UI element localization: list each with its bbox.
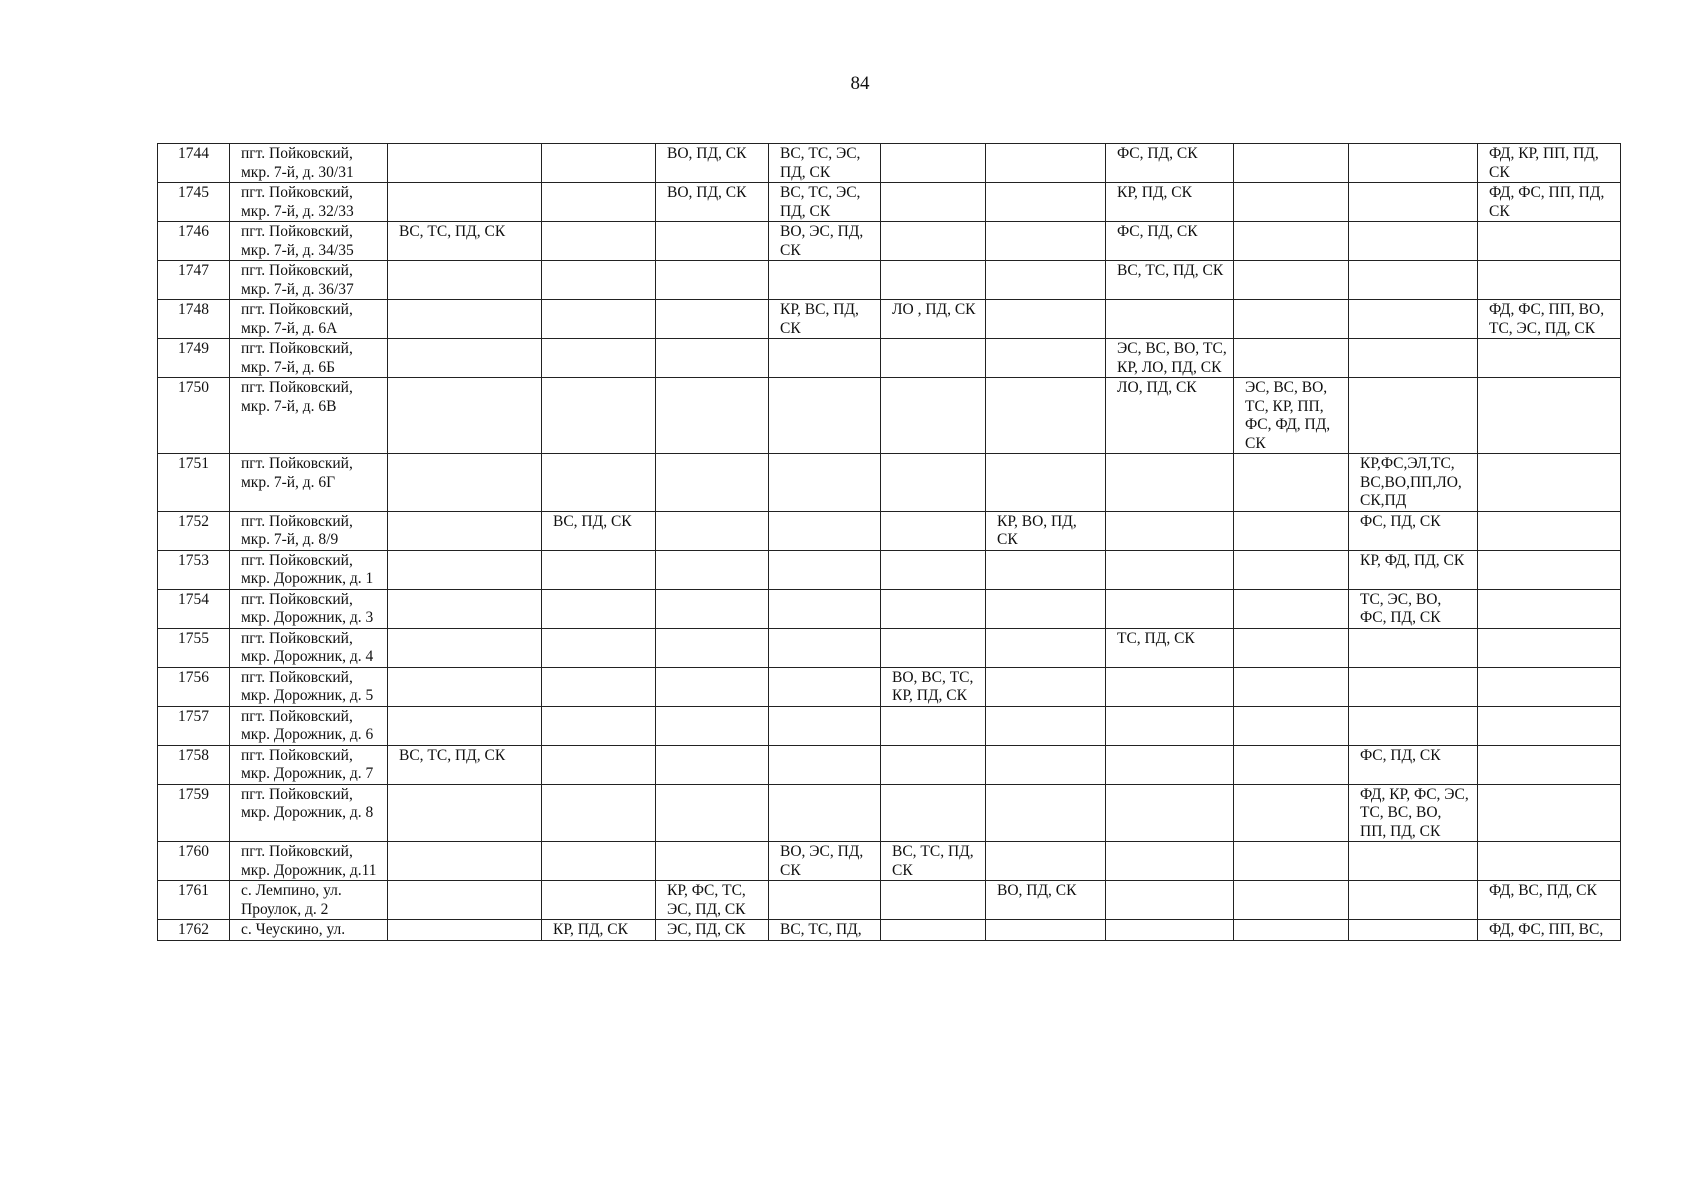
works-cell xyxy=(1349,339,1478,378)
works-cell xyxy=(881,628,986,667)
works-cell xyxy=(881,920,986,941)
row-number-cell: 1761 xyxy=(158,881,230,920)
table-row xyxy=(158,881,1621,920)
works-cell xyxy=(1106,920,1234,941)
works-cell xyxy=(1349,144,1478,183)
works-cell xyxy=(1106,511,1234,550)
works-cell xyxy=(656,261,769,300)
works-cell: ЭС, ВС, ВО, ТС, КР, ЛО, ПД, СК xyxy=(1106,339,1234,378)
works-cell xyxy=(656,667,769,706)
works-cell xyxy=(1106,589,1234,628)
works-cell: ЛО, ПД, СК xyxy=(1106,378,1234,454)
works-cell xyxy=(769,784,881,842)
works-cell: КР, ПД, СК xyxy=(542,920,656,941)
row-number-cell: 1744 xyxy=(158,144,230,183)
works-cell: ФС, ПД, СК xyxy=(1106,222,1234,261)
works-cell xyxy=(656,511,769,550)
address-cell: пгт. Пойковский, мкр. Дорожник, д. 6 xyxy=(230,706,388,745)
works-cell xyxy=(1349,261,1478,300)
works-cell xyxy=(542,550,656,589)
works-cell xyxy=(881,144,986,183)
works-cell xyxy=(986,920,1106,941)
works-cell xyxy=(1349,378,1478,454)
works-cell: ФС, ПД, СК xyxy=(1349,745,1478,784)
works-cell xyxy=(388,842,542,881)
works-cell xyxy=(1234,706,1349,745)
works-cell xyxy=(656,550,769,589)
works-cell xyxy=(881,589,986,628)
works-cell xyxy=(388,261,542,300)
works-cell xyxy=(1234,920,1349,941)
works-cell xyxy=(1234,454,1349,512)
works-cell: КР, ВС, ПД, СК xyxy=(769,300,881,339)
works-cell xyxy=(1478,589,1621,628)
works-cell xyxy=(656,300,769,339)
address-cell: пгт. Пойковский, мкр. 7-й, д. 6Г xyxy=(230,454,388,512)
works-cell xyxy=(881,183,986,222)
works-cell xyxy=(388,667,542,706)
works-cell xyxy=(1234,511,1349,550)
works-cell xyxy=(388,339,542,378)
works-cell xyxy=(1349,842,1478,881)
works-cell xyxy=(1349,920,1478,941)
works-cell xyxy=(986,784,1106,842)
works-cell xyxy=(1234,300,1349,339)
works-cell xyxy=(388,628,542,667)
works-cell xyxy=(881,378,986,454)
works-cell xyxy=(656,784,769,842)
row-number-cell: 1755 xyxy=(158,628,230,667)
works-cell xyxy=(1106,881,1234,920)
works-cell xyxy=(1234,745,1349,784)
works-cell xyxy=(388,550,542,589)
works-cell: ЭС, ВС, ВО, ТС, КР, ПП, ФС, ФД, ПД, СК xyxy=(1234,378,1349,454)
works-cell: КР, ПД, СК xyxy=(1106,183,1234,222)
works-cell xyxy=(1478,628,1621,667)
works-cell xyxy=(1234,784,1349,842)
works-cell xyxy=(986,222,1106,261)
works-cell xyxy=(769,706,881,745)
works-cell: ТС, ЭС, ВО, ФС, ПД, СК xyxy=(1349,589,1478,628)
works-cell xyxy=(881,511,986,550)
address-cell: пгт. Пойковский, мкр. Дорожник, д. 7 xyxy=(230,745,388,784)
works-cell xyxy=(542,300,656,339)
works-cell xyxy=(986,628,1106,667)
works-cell xyxy=(542,745,656,784)
works-cell xyxy=(881,222,986,261)
works-cell xyxy=(1234,881,1349,920)
works-cell xyxy=(1106,667,1234,706)
works-cell: ВС, ТС, ПД, СК xyxy=(388,745,542,784)
works-cell xyxy=(769,454,881,512)
works-cell xyxy=(542,784,656,842)
table-row xyxy=(158,628,1621,667)
address-cell: пгт. Пойковский, мкр. 7-й, д. 36/37 xyxy=(230,261,388,300)
row-number-cell: 1757 xyxy=(158,706,230,745)
row-number-cell: 1756 xyxy=(158,667,230,706)
works-cell xyxy=(656,378,769,454)
works-cell: ВС, ПД, СК xyxy=(542,511,656,550)
works-cell xyxy=(986,842,1106,881)
works-cell xyxy=(881,550,986,589)
address-cell: с. Лемпино, ул. Проулок, д. 2 xyxy=(230,881,388,920)
works-cell xyxy=(986,300,1106,339)
works-cell xyxy=(1234,183,1349,222)
works-cell xyxy=(1478,842,1621,881)
works-cell xyxy=(388,511,542,550)
works-cell xyxy=(1234,144,1349,183)
table-row xyxy=(158,706,1621,745)
works-cell: ВО, ВС, ТС, КР, ПД, СК xyxy=(881,667,986,706)
works-cell: ВС, ТС, ПД, xyxy=(769,920,881,941)
row-number-cell: 1745 xyxy=(158,183,230,222)
works-cell: ВО, ПД, СК xyxy=(656,144,769,183)
works-cell xyxy=(542,667,656,706)
works-cell xyxy=(656,589,769,628)
works-cell xyxy=(388,300,542,339)
works-cell xyxy=(1106,454,1234,512)
works-cell xyxy=(1478,261,1621,300)
address-cell: пгт. Пойковский, мкр. Дорожник, д. 4 xyxy=(230,628,388,667)
works-cell xyxy=(542,261,656,300)
address-cell: пгт. Пойковский, мкр. Дорожник, д. 8 xyxy=(230,784,388,842)
table-row xyxy=(158,589,1621,628)
works-cell xyxy=(1234,667,1349,706)
row-number-cell: 1750 xyxy=(158,378,230,454)
address-cell: пгт. Пойковский, мкр. Дорожник, д.11 xyxy=(230,842,388,881)
works-cell xyxy=(388,881,542,920)
works-cell xyxy=(1349,222,1478,261)
address-cell: пгт. Пойковский, мкр. 7-й, д. 30/31 xyxy=(230,144,388,183)
works-cell xyxy=(1234,550,1349,589)
address-cell: пгт. Пойковский, мкр. 7-й, д. 32/33 xyxy=(230,183,388,222)
works-cell xyxy=(881,261,986,300)
works-cell: ВО, ЭС, ПД, СК xyxy=(769,842,881,881)
address-cell: пгт. Пойковский, мкр. Дорожник, д. 5 xyxy=(230,667,388,706)
works-cell xyxy=(542,339,656,378)
row-number-cell: 1749 xyxy=(158,339,230,378)
works-cell xyxy=(986,261,1106,300)
address-cell: пгт. Пойковский, мкр. 7-й, д. 6В xyxy=(230,378,388,454)
page-number: 84 xyxy=(850,73,870,94)
table-row xyxy=(158,842,1621,881)
row-number-cell: 1752 xyxy=(158,511,230,550)
works-cell xyxy=(542,144,656,183)
works-cell xyxy=(1478,511,1621,550)
works-cell xyxy=(1478,222,1621,261)
works-cell xyxy=(1106,842,1234,881)
works-cell xyxy=(388,183,542,222)
works-cell xyxy=(769,628,881,667)
works-cell xyxy=(542,589,656,628)
works-cell xyxy=(1478,378,1621,454)
works-cell xyxy=(1234,842,1349,881)
works-cell xyxy=(388,378,542,454)
works-cell xyxy=(542,881,656,920)
works-cell xyxy=(1106,784,1234,842)
works-cell xyxy=(986,667,1106,706)
works-cell xyxy=(1349,706,1478,745)
table-row xyxy=(158,745,1621,784)
works-cell xyxy=(1478,745,1621,784)
works-cell xyxy=(1478,784,1621,842)
works-cell: ФД, КР, ФС, ЭС, ТС, ВС, ВО, ПП, ПД, СК xyxy=(1349,784,1478,842)
works-cell xyxy=(986,339,1106,378)
row-number-cell: 1762 xyxy=(158,920,230,941)
works-cell: ВС, ТС, ПД, СК xyxy=(388,222,542,261)
works-cell xyxy=(986,144,1106,183)
table-row xyxy=(158,378,1621,454)
works-cell xyxy=(1349,881,1478,920)
table-row xyxy=(158,454,1621,512)
table-row xyxy=(158,183,1621,222)
table-row xyxy=(158,261,1621,300)
works-cell xyxy=(1106,745,1234,784)
works-cell xyxy=(1234,222,1349,261)
works-cell xyxy=(1234,261,1349,300)
works-cell xyxy=(656,745,769,784)
works-cell: ВС, ТС, ПД, СК xyxy=(881,842,986,881)
works-cell xyxy=(881,706,986,745)
works-cell xyxy=(986,378,1106,454)
table-row xyxy=(158,550,1621,589)
works-cell xyxy=(769,339,881,378)
works-cell xyxy=(769,261,881,300)
table-row xyxy=(158,784,1621,842)
works-cell xyxy=(769,745,881,784)
works-cell xyxy=(1349,300,1478,339)
works-cell xyxy=(881,881,986,920)
works-cell: ВО, ПД, СК xyxy=(656,183,769,222)
works-cell xyxy=(881,745,986,784)
works-cell xyxy=(1106,300,1234,339)
works-cell xyxy=(542,628,656,667)
works-cell xyxy=(881,339,986,378)
works-cell xyxy=(542,183,656,222)
works-cell: ФД, ВС, ПД, СК xyxy=(1478,881,1621,920)
works-cell xyxy=(656,454,769,512)
works-cell xyxy=(769,589,881,628)
works-cell xyxy=(986,745,1106,784)
works-cell: ФД, ФС, ПП, ВС, xyxy=(1478,920,1621,941)
works-cell xyxy=(388,920,542,941)
row-number-cell: 1751 xyxy=(158,454,230,512)
table-row xyxy=(158,667,1621,706)
works-cell: КР, ВО, ПД, СК xyxy=(986,511,1106,550)
works-cell: ФД, ФС, ПП, ПД, СК xyxy=(1478,183,1621,222)
row-number-cell: 1754 xyxy=(158,589,230,628)
works-cell xyxy=(542,222,656,261)
address-cell: пгт. Пойковский, мкр. Дорожник, д. 1 xyxy=(230,550,388,589)
table-row xyxy=(158,920,1621,941)
row-number-cell: 1748 xyxy=(158,300,230,339)
address-cell: пгт. Пойковский, мкр. Дорожник, д. 3 xyxy=(230,589,388,628)
works-cell xyxy=(1234,628,1349,667)
table-body xyxy=(158,144,1621,941)
works-cell xyxy=(769,511,881,550)
works-cell xyxy=(769,378,881,454)
works-cell xyxy=(388,454,542,512)
works-cell xyxy=(656,628,769,667)
table-row xyxy=(158,339,1621,378)
works-cell: ВС, ТС, ПД, СК xyxy=(1106,261,1234,300)
row-number-cell: 1759 xyxy=(158,784,230,842)
works-cell: ВО, ПД, СК xyxy=(986,881,1106,920)
row-number-cell: 1747 xyxy=(158,261,230,300)
works-cell xyxy=(542,842,656,881)
works-cell xyxy=(656,339,769,378)
works-cell xyxy=(881,784,986,842)
works-cell xyxy=(1349,183,1478,222)
works-cell: ВО, ЭС, ПД, СК xyxy=(769,222,881,261)
works-cell xyxy=(388,706,542,745)
row-number-cell: 1746 xyxy=(158,222,230,261)
works-cell xyxy=(1349,667,1478,706)
works-cell: ВС, ТС, ЭС, ПД, СК xyxy=(769,144,881,183)
row-number-cell: 1760 xyxy=(158,842,230,881)
works-cell xyxy=(388,589,542,628)
address-cell: пгт. Пойковский, мкр. 7-й, д. 6А xyxy=(230,300,388,339)
works-cell: ЭС, ПД, СК xyxy=(656,920,769,941)
works-cell xyxy=(656,222,769,261)
works-cell xyxy=(986,183,1106,222)
works-cell xyxy=(656,706,769,745)
table-row xyxy=(158,300,1621,339)
works-cell: ЛО , ПД, СК xyxy=(881,300,986,339)
works-cell xyxy=(542,378,656,454)
table-row xyxy=(158,222,1621,261)
works-cell xyxy=(1478,454,1621,512)
works-cell xyxy=(769,550,881,589)
works-cell xyxy=(542,454,656,512)
works-schedule-table xyxy=(157,143,1621,941)
works-cell xyxy=(1478,667,1621,706)
works-cell xyxy=(1478,706,1621,745)
works-cell: КР,ФС,ЭЛ,ТС, ВС,ВО,ПП,ЛО, СК,ПД xyxy=(1349,454,1478,512)
works-cell xyxy=(1106,550,1234,589)
works-cell xyxy=(769,881,881,920)
works-cell xyxy=(1234,339,1349,378)
works-cell xyxy=(1478,339,1621,378)
works-cell xyxy=(881,454,986,512)
address-cell: пгт. Пойковский, мкр. 7-й, д. 6Б xyxy=(230,339,388,378)
works-cell: ФС, ПД, СК xyxy=(1106,144,1234,183)
works-cell xyxy=(986,589,1106,628)
address-cell: пгт. Пойковский, мкр. 7-й, д. 34/35 xyxy=(230,222,388,261)
row-number-cell: 1753 xyxy=(158,550,230,589)
works-cell xyxy=(1349,628,1478,667)
works-cell: ФД, ФС, ПП, ВО, ТС, ЭС, ПД, СК xyxy=(1478,300,1621,339)
works-cell xyxy=(769,667,881,706)
works-cell: ФС, ПД, СК xyxy=(1349,511,1478,550)
works-cell xyxy=(986,454,1106,512)
works-cell xyxy=(388,144,542,183)
works-cell xyxy=(986,706,1106,745)
works-cell xyxy=(542,706,656,745)
works-cell xyxy=(656,842,769,881)
works-cell xyxy=(1234,589,1349,628)
table-row xyxy=(158,144,1621,183)
works-cell xyxy=(1478,550,1621,589)
table-row xyxy=(158,511,1621,550)
address-cell: пгт. Пойковский, мкр. 7-й, д. 8/9 xyxy=(230,511,388,550)
works-cell xyxy=(388,784,542,842)
address-cell: с. Чеускино, ул. xyxy=(230,920,388,941)
works-cell: КР, ФС, ТС, ЭС, ПД, СК xyxy=(656,881,769,920)
row-number-cell: 1758 xyxy=(158,745,230,784)
works-cell: ВС, ТС, ЭС, ПД, СК xyxy=(769,183,881,222)
works-cell: КР, ФД, ПД, СК xyxy=(1349,550,1478,589)
works-cell: ТС, ПД, СК xyxy=(1106,628,1234,667)
works-cell xyxy=(1106,706,1234,745)
works-cell xyxy=(986,550,1106,589)
works-cell: ФД, КР, ПП, ПД, СК xyxy=(1478,144,1621,183)
